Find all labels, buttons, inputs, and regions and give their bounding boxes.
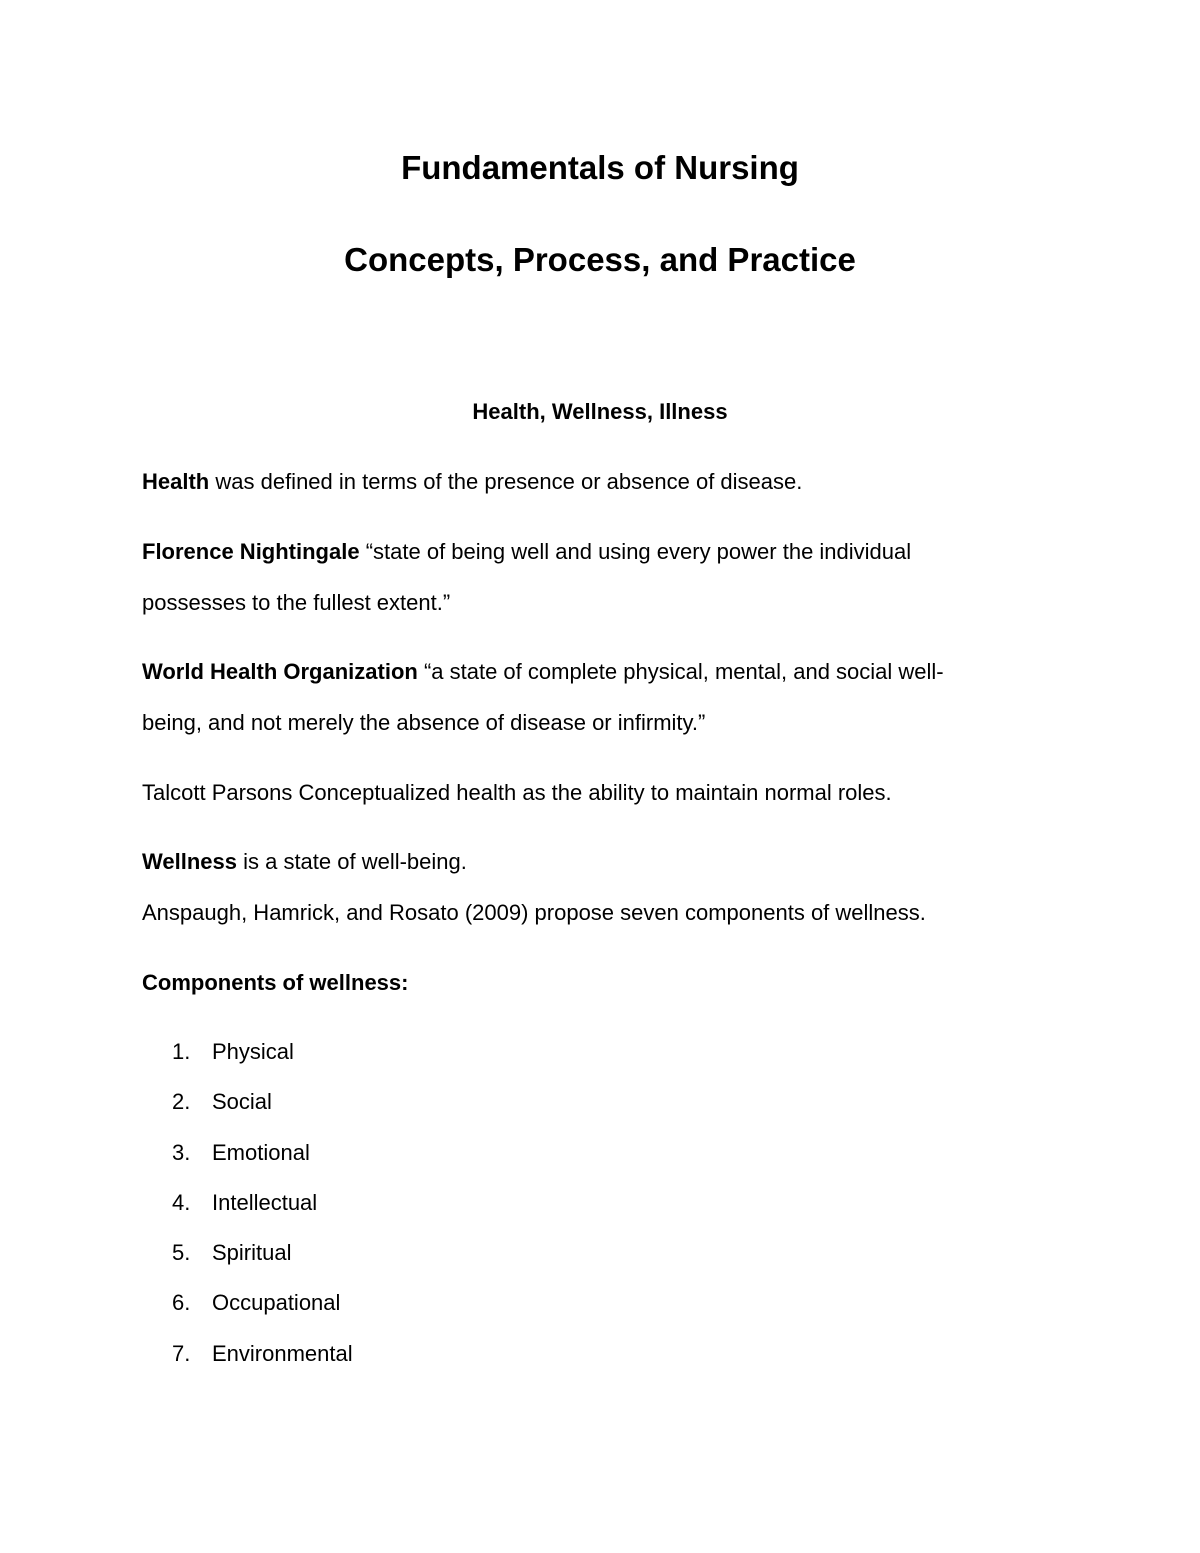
list-item-label: Occupational [212,1290,341,1315]
list-number: 2. [172,1089,191,1114]
list-item [0,1189,600,1217]
list-number: 1. [172,1039,191,1064]
who-definition [142,658,1102,686]
list-item [0,1289,600,1317]
list-item-label: Environmental [212,1341,353,1366]
health-definition-text: was defined in terms of the presence or absence of disease. [209,469,803,494]
list-number: 5. [172,1240,191,1265]
list-item-label: Spiritual [212,1240,292,1265]
list-number: 4. [172,1190,191,1215]
list-item-label: Emotional [212,1140,310,1165]
list-item [0,1239,600,1267]
nightingale-definition [142,538,1102,566]
parsons-definition: Talcott Parsons Conceptualized health as the ability to maintain normal roles. [142,780,892,805]
components-heading [142,969,1102,997]
nightingale-quote-line-2: possesses to the fullest extent.” [142,590,451,615]
list-number: 3. [172,1140,191,1165]
list-item-label: Intellectual [212,1190,318,1215]
anspaugh-statement: Anspaugh, Hamrick, and Rosato (2009) propose seven components of wellness. [142,900,926,925]
list-number: 6. [172,1290,191,1315]
list-item-label: Social [212,1089,272,1114]
list-item [0,1139,600,1167]
list-item [0,1340,600,1368]
list-item [0,1038,600,1066]
health-definition [142,468,1102,496]
term-world-health-organization: World Health Organization [142,659,418,684]
wellness-definition-text: is a state of well-being. [236,849,467,874]
term-health: Health [142,469,210,494]
document-title: Fundamentals of Nursing [401,149,799,186]
document-subtitle: Concepts, Process, and Practice [344,241,856,278]
list-item [0,1088,600,1116]
wellness-definition [142,848,1102,876]
term-wellness: Wellness [142,849,237,874]
who-quote-line-2: being, and not merely the absence of disease or infirmity.” [142,710,706,735]
components-heading-text: Components of wellness: [142,970,409,995]
list-number: 7. [172,1341,191,1366]
who-quote-line-1: “a state of complete physical, mental, and social well- [417,659,944,684]
list-item-label: Physical [212,1039,294,1064]
nightingale-quote-line-1: “state of being well and using every power the individual [359,539,912,564]
section-heading: Health, Wellness, Illness [472,399,728,424]
term-florence-nightingale: Florence Nightingale [142,539,360,564]
